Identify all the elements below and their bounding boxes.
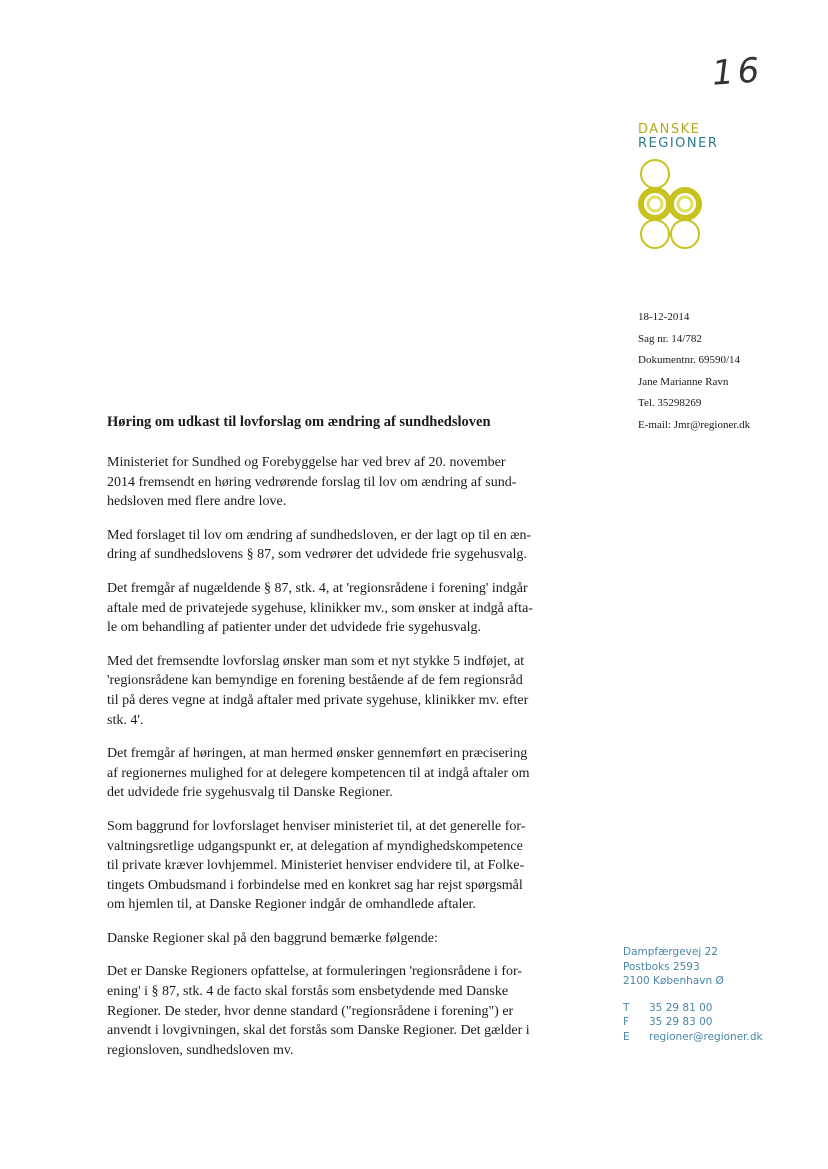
address-street: Dampfærgevej 22 (623, 946, 718, 958)
text-line: Med det fremsendte lovforslag ønsker man som et nyt stykke 5 indføjet, at (107, 653, 525, 669)
text-line: Det fremgår af nugældende § 87, stk. 4, at 'regionsrådene i forening' indgår (107, 580, 528, 596)
contact-key: T (623, 1001, 630, 1014)
text-line: hedsloven med flere andre love. (107, 494, 287, 510)
address-postbox: Postboks 2593 (623, 960, 700, 973)
paragraph (107, 453, 592, 512)
text-line: af regionernes mulighed for at delegere kompetencen til at indgå aftaler om (107, 765, 530, 781)
meta-document-number: Dokumentnr. 69590/14 (638, 354, 741, 366)
text-line: Det er Danske Regioners opfattelse, at formuleringen 'regionsrådene i for- (107, 964, 523, 980)
text-line: ening' i § 87, stk. 4 de facto skal forstås som ensbetydende med Danske (107, 984, 509, 1000)
contact-value: 35 29 81 00 (649, 1001, 713, 1014)
meta-date: 18-12-2014 (638, 311, 690, 323)
logo-rings-icon (638, 157, 718, 267)
text-line: tingets Ombudsmand i forbindelse med en konkret sag har rejst spørgsmål (107, 877, 523, 893)
text-line: aftale med de privatejede sygehuse, klinikker mv., som ønsker at indgå afta- (107, 600, 533, 616)
contact-value: 35 29 83 00 (649, 1016, 713, 1028)
address-city: 2100 København Ø (623, 975, 724, 987)
text-line: regionsloven, sundhedsloven mv. (107, 1042, 294, 1058)
contact-phone (623, 1001, 823, 1016)
logo-text-danske: DANSKE (638, 122, 701, 137)
text-line: 2014 fremsendt en høring vedrørende forslag til lov om ændring af sund- (107, 474, 517, 490)
paragraph (107, 929, 592, 949)
letter-metadata (638, 307, 818, 436)
letter-body (107, 453, 592, 1074)
meta-case-number: Sag nr. 14/782 (638, 332, 702, 345)
text-line: valtningsretlige udgangspunkt er, at delegation af myndighedskompetence (107, 838, 523, 854)
meta-author: Jane Marianne Ravn (638, 375, 729, 388)
text-line: til på deres vegne at indgå aftaler med private sygehuse, klinikker mv. efter (107, 692, 529, 708)
contact-block (623, 1001, 823, 1045)
paragraph (107, 744, 592, 803)
text-line: le om behandling af patienter under det udvidede frie sygehusvalg. (107, 620, 481, 636)
text-line: Danske Regioner skal på den baggrund bemærke følgende: (107, 930, 438, 946)
paragraph (107, 526, 592, 565)
logo-text-regioner: REGIONER (638, 136, 719, 151)
paragraph (107, 817, 592, 915)
sender-address (623, 945, 823, 1044)
text-line: stk. 4'. (107, 712, 144, 728)
paragraph (107, 962, 592, 1060)
text-line: dring af sundhedslovens § 87, som vedrører det udvidede frie sygehusvalg. (107, 547, 527, 563)
paragraph (107, 652, 592, 730)
text-line: Ministeriet for Sundhed og Forebyggelse har ved brev af 20. november (107, 455, 506, 470)
text-line: 'regionsrådene kan bemyndige en forening bestående af de fem regionsråd (107, 673, 523, 689)
text-line: det udvidede frie sygehusvalg til Danske Regioner. (107, 785, 393, 801)
contact-value: regioner@regioner.dk (649, 1030, 763, 1043)
meta-phone: Tel. 35298269 (638, 397, 702, 409)
contact-key: F (623, 1016, 630, 1028)
text-line: Med forslaget til lov om ændring af sundhedsloven, er der lagt op til en æn- (107, 527, 532, 543)
text-line: Regioner. De steder, hvor denne standard ("regionsrådene i forening") er (107, 1003, 514, 1019)
handwritten-page-number: 16 (710, 50, 765, 94)
text-line: til private kræver lovhjemmel. Ministeriet henviser endvidere til, at Folke- (107, 858, 525, 874)
letter-title: Høring om udkast til lovforslag om ændring af sundhedsloven (107, 414, 491, 430)
text-line: Som baggrund for lovforslaget henviser ministeriet til, at det generelle for- (107, 818, 526, 834)
meta-email: E-mail: Jmr@regioner.dk (638, 418, 751, 431)
paragraph (107, 579, 592, 638)
contact-key: E (623, 1030, 630, 1043)
text-line: Det fremgår af høringen, at man hermed ønsker gennemført en præcisering (107, 746, 528, 762)
contact-email (623, 1030, 823, 1045)
text-line: om hjemlen til, at Danske Regioner indgår de omhandlede aftaler. (107, 897, 476, 913)
danske-regioner-logo (638, 123, 748, 151)
contact-fax (623, 1015, 823, 1030)
text-line: anvendt i lovgivningen, skal det forstås som Danske Regioner. Det gælder i (107, 1023, 530, 1039)
